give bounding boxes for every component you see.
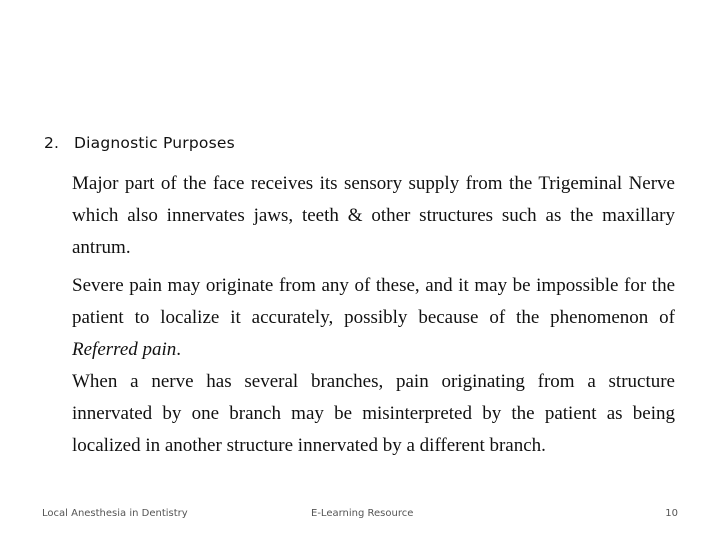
footer-resource-label: E-Learning Resource <box>311 508 414 519</box>
paragraph-referred-pain-end: . <box>176 339 182 360</box>
paragraph-referred-pain-text: Severe pain may originate from any of these, and it may be impossible for the patient to localize it accurately, possibly because of the phenomenon of <box>72 275 675 328</box>
paragraph-trigeminal-supply: Major part of the face receives its sensory supply from the Trigeminal Nerve which also innervates jaws, teeth & other structures such as the maxillary antrum. <box>72 173 675 258</box>
paragraph-referred-pain <box>72 270 675 366</box>
section-number: 2. <box>44 134 60 152</box>
referred-pain-term: Referred pain <box>72 339 177 360</box>
section-heading <box>44 134 235 152</box>
section-title: Diagnostic Purposes <box>74 134 235 152</box>
paragraph-nerve-branches: When a nerve has several branches, pain originating from a structure innervated by one branch may be misinterpreted by the patient as being localized in another structure innervated by a different branch. <box>72 371 675 456</box>
footer-course-title: Local Anesthesia in Dentistry <box>42 508 188 519</box>
footer-page-number: 10 <box>665 508 678 519</box>
